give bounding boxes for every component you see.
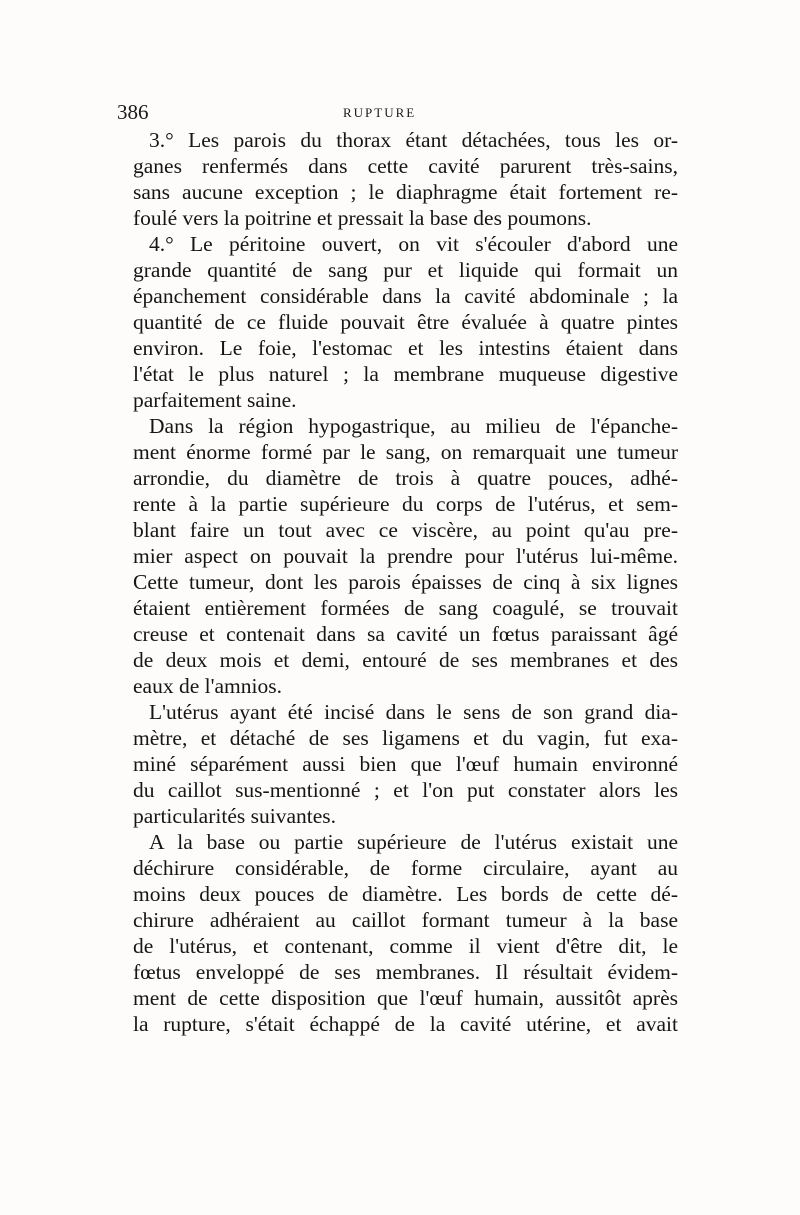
text-line: épanchement considérable dans la cavité abdominale ; la: [133, 284, 678, 308]
text-line: foulé vers la poitrine et pressait la base des poumons.: [133, 206, 592, 230]
text-line: chirure adhéraient au caillot formant tumeur à la base: [133, 908, 678, 932]
text-line: grande quantité de sang pur et liquide qui formait un: [133, 258, 678, 282]
text-line: parfaitement saine.: [133, 388, 297, 412]
page-number: 386: [117, 100, 149, 124]
text-line: de l'utérus, et contenant, comme il vient d'être dit, le: [133, 934, 678, 958]
text-line: du caillot sus-mentionné ; et l'on put constater alors les: [133, 778, 678, 802]
text-line: ganes renfermés dans cette cavité parurent très-sains,: [133, 154, 678, 178]
text-line: Cette tumeur, dont les parois épaisses de cinq à six lignes: [133, 570, 678, 594]
text-line: Dans la région hypogastrique, au milieu de l'épanche-: [149, 414, 678, 438]
text-line: mier aspect on pouvait la prendre pour l'utérus lui-même.: [133, 544, 678, 568]
text-line: creuse et contenait dans sa cavité un fœtus paraissant âgé: [133, 622, 678, 646]
text-line: 4.° Le péritoine ouvert, on vit s'écouler d'abord une: [149, 232, 678, 256]
running-title: RUPTURE: [343, 105, 417, 120]
running-head: [113, 100, 678, 124]
text-line: quantité de ce fluide pouvait être évaluée à quatre pintes: [133, 310, 678, 334]
text-line: étaient entièrement formées de sang coagulé, se trouvait: [133, 596, 678, 620]
text-line: sans aucune exception ; le diaphragme était fortement re-: [133, 180, 678, 204]
text-line: particularités suivantes.: [133, 804, 336, 828]
text-line: mètre, et détaché de ses ligamens et du vagin, fut exa-: [133, 726, 678, 750]
text-line: ment de cette disposition que l'œuf humain, aussitôt après: [133, 986, 678, 1010]
text-line: miné séparément aussi bien que l'œuf humain environné: [133, 752, 678, 776]
text-line: de deux mois et demi, entouré de ses membranes et des: [133, 648, 678, 672]
text-line: ment énorme formé par le sang, on remarquait une tumeur: [133, 440, 678, 464]
text-line: déchirure considérable, de forme circulaire, ayant au: [133, 856, 678, 880]
body-text: [133, 127, 678, 1037]
text-line: arrondie, du diamètre de trois à quatre pouces, adhé-: [133, 466, 678, 490]
text-line: A la base ou partie supérieure de l'utérus existait une: [149, 830, 678, 854]
text-line: L'utérus ayant été incisé dans le sens de son grand dia-: [149, 700, 678, 724]
text-line: environ. Le foie, l'estomac et les intestins étaient dans: [133, 336, 678, 360]
text-line: l'état le plus naturel ; la membrane muqueuse digestive: [133, 362, 678, 386]
text-line: 3.° Les parois du thorax étant détachées, tous les or-: [149, 128, 678, 152]
text-line: fœtus enveloppé de ses membranes. Il résultait évidem-: [133, 960, 678, 984]
text-line: la rupture, s'était échappé de la cavité utérine, et avait: [133, 1012, 678, 1036]
text-line: eaux de l'amnios.: [133, 674, 282, 698]
text-line: rente à la partie supérieure du corps de l'utérus, et sem-: [133, 492, 678, 516]
text-line: moins deux pouces de diamètre. Les bords de cette dé-: [133, 882, 678, 906]
text-line: blant faire un tout avec ce viscère, au point qu'au pre-: [133, 518, 678, 542]
